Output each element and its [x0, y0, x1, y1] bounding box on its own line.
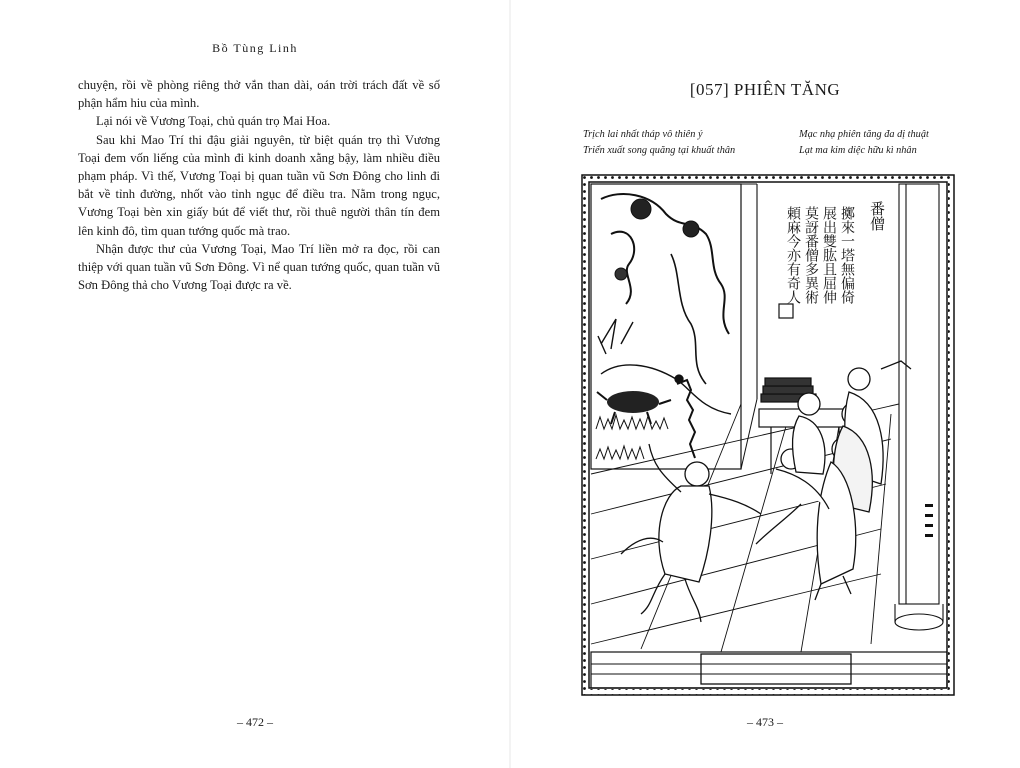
- verse-line: Lạt ma kim diệc hữu kì nhân: [799, 144, 917, 156]
- page-number: – 472 –: [237, 715, 273, 729]
- poem-line: 展出雙肱且屈伸: [821, 206, 837, 304]
- body-text: [78, 76, 440, 294]
- verse-column-right: [799, 127, 999, 158]
- poem-line: 擲來一塔無偏倚: [839, 206, 855, 304]
- woodblock-illustration: [581, 174, 955, 696]
- page-number: – 473 –: [747, 715, 783, 729]
- poem-line: 莫訝番僧多異術: [803, 206, 819, 304]
- chapter-title: [057] PHIÊN TĂNG: [689, 80, 841, 99]
- verse-column-left: [583, 127, 783, 158]
- verse-line: Triển xuất song quăng tại khuất thân: [583, 144, 736, 156]
- verse-line: Mạc nhạ phiên tăng đa dị thuật: [799, 129, 929, 140]
- right-page: [510, 0, 1020, 768]
- caption-text: 番僧: [868, 201, 886, 231]
- paragraph: Nhận được thư của Vương Toại, Mao Trí liền mở ra đọc, rồi can thiệp với quan tuần vũ Sơn Đông. Vì nể quan tướng quốc, quan tuần vũ Sơn Đông thả cho Vương Toại được ra về.: [78, 241, 440, 293]
- verse-line: Trịch lai nhất tháp vô thiên ý: [583, 129, 703, 140]
- poem-line: 頼麻今亦有奇人: [785, 206, 801, 304]
- running-head: Bồ Tùng Linh: [212, 41, 298, 55]
- paragraph: Lại nói về Vương Toại, chủ quán trọ Mai Hoa.: [96, 114, 331, 129]
- paragraph: Sau khi Mao Trí thi đậu giải nguyên, từ biệt quán trọ thì Vương Toại đem vốn liếng của mình đi kinh doanh xằng bậy, làm nhiều điều phạm pháp. Vì thế, Vương Toại bị quan tuần vũ Sơn Đông cho linh đi bắt về tỉnh đường, nhốt vào tỉnh ngục để điều tra. Nằm trong ngục, Vương Toại bèn xin giấy bút để viết thư, rồi thuê người thân tín đem lên kinh đô, tìm quan tướng quốc mà trao.: [78, 132, 440, 238]
- paragraph: chuyện, rồi về phòng riêng thở vắn than dài, oán trời trách đất về số phận hẩm hiu của mình.: [78, 78, 440, 111]
